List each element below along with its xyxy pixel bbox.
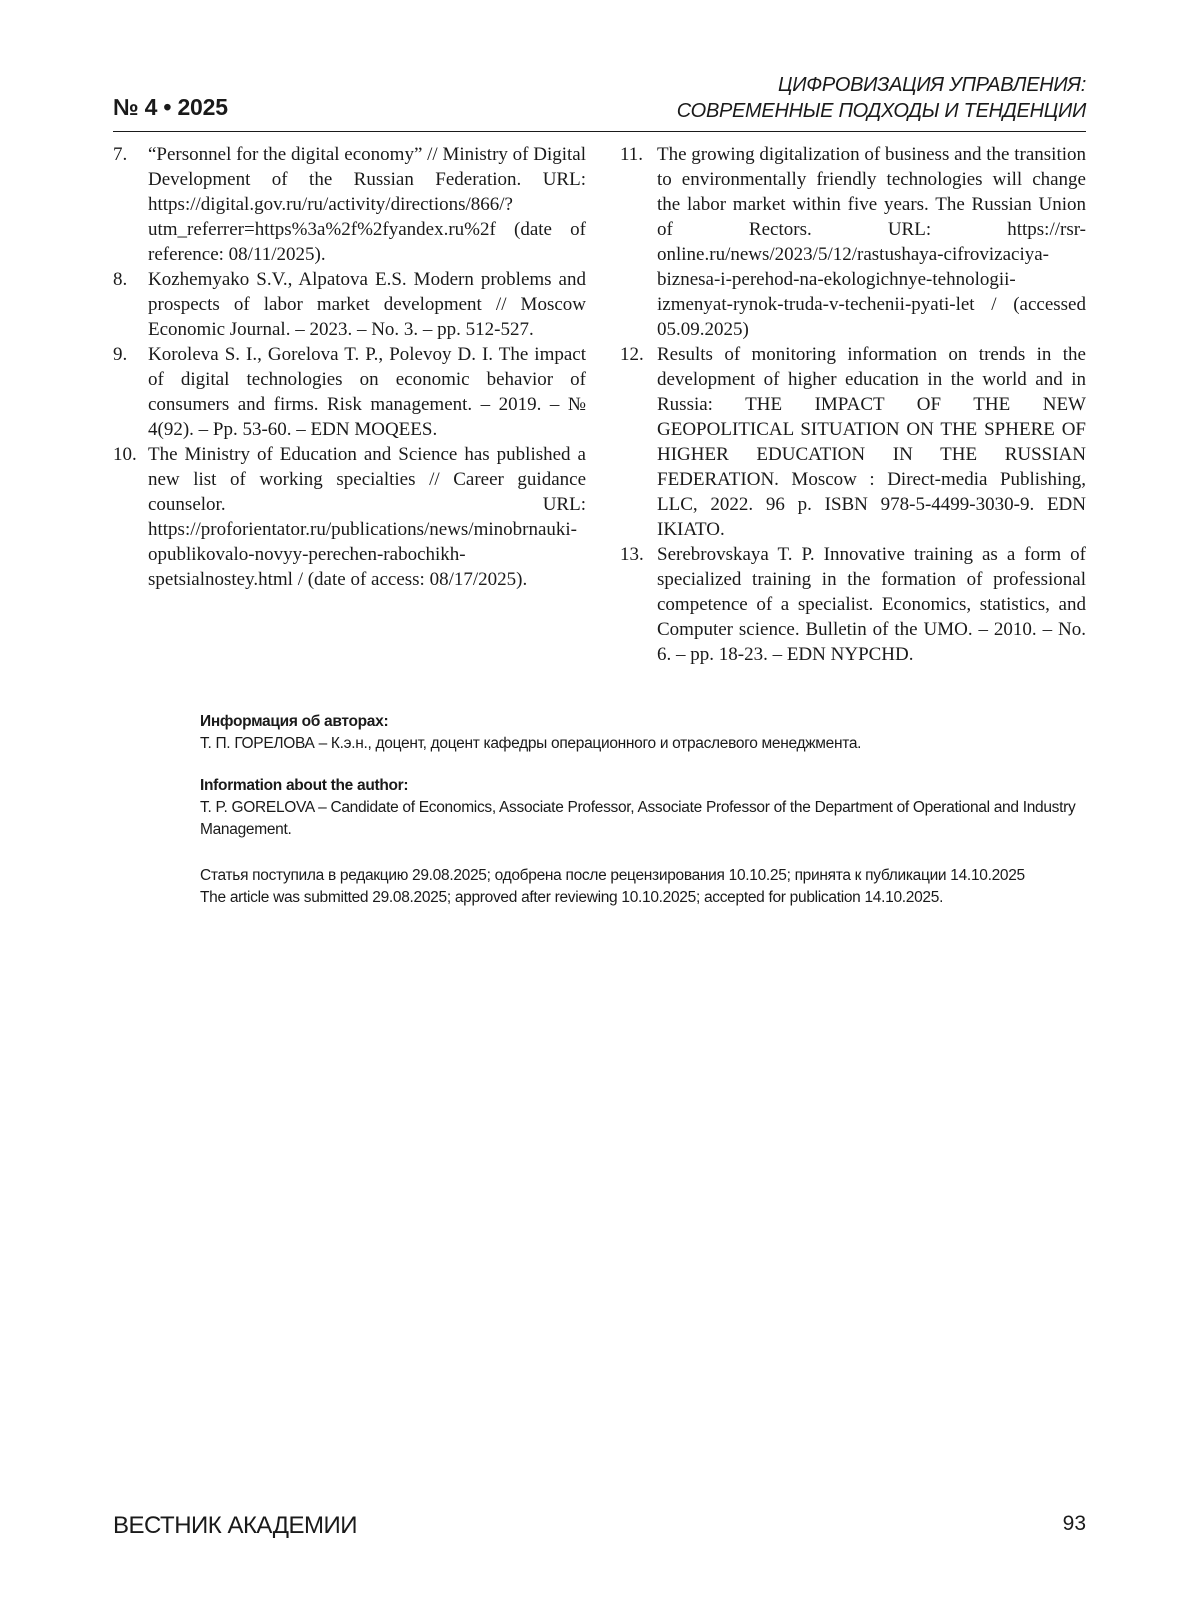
reference-text: Results of monitoring information on trends in the development of higher education in the world and in Russia: THE IMPACT OF THE NEW GEOPOLITICAL SITUATION ON THE SPHERE OF HIGHER EDUCATION IN THE RUSSIAN FEDERATION. Moscow : Direct-media Publishing, LLC, 2022. 96 p. ISBN 978-5-4499-3030-9. EDN IKIATO. xyxy=(657,344,1086,540)
reference-number: 10. xyxy=(113,444,137,465)
article-dates xyxy=(200,865,1086,909)
header-section-line2: СОВРЕМЕННЫЕ ПОДХОДЫ И ТЕНДЕНЦИИ xyxy=(676,100,1086,122)
header-section-line1: ЦИФРОВИЗАЦИЯ УПРАВЛЕНИЯ: xyxy=(777,74,1086,96)
reference-text: “Personnel for the digital economy” // Ministry of Digital Development of the Russian Federation. URL: https://digital.gov.ru/ru/activity/directions/866/?utm_referrer=https%3a%2f%2fyandex.ru%2f (date of reference: 08/11/2025). xyxy=(148,144,586,265)
author-info-en-text: T. P. GORELOVA – Candidate of Economics, Associate Professor, Associate Professor of the Department of Operational and Industry Management. xyxy=(200,799,1076,838)
reference-text: The Ministry of Education and Science has published a new list of working specialties // Career guidance counselor. URL: https://proforientator.ru/publications/news/minobrnauki-opublikovalo-novyy-perechen-rabochikh-spetsialnostey.html / (date of access: 08/17/2025). xyxy=(148,444,586,590)
author-info-en-title: Information about the author: xyxy=(200,777,409,794)
reference-number: 12. xyxy=(620,344,644,365)
reference-item xyxy=(620,342,1086,542)
author-info-ru xyxy=(200,711,1086,755)
reference-number: 11. xyxy=(620,144,644,165)
author-info-ru-text: Т. П. ГОРЕЛОВА – К.э.н., доцент, доцент кафедры операционного и отраслевого менеджмента. xyxy=(200,735,862,752)
reference-number: 7. xyxy=(113,144,128,165)
reference-item xyxy=(113,442,586,592)
reference-text: Koroleva S. I., Gorelova T. P., Polevoy D. I. The impact of digital technologies on economic behavior of consumers and firms. Risk management. – 2019. – № 4(92). – Pp. 53-60. – EDN MOQEES. xyxy=(148,344,586,440)
header-section-title xyxy=(677,72,1086,124)
references-left-column xyxy=(113,142,586,592)
header-issue: № 4 • 2025 xyxy=(113,94,228,120)
reference-item xyxy=(113,267,586,342)
article-dates-en: The article was submitted 29.08.2025; approved after reviewing 10.10.2025; accepted for publication 14.10.2025. xyxy=(200,889,944,906)
reference-number: 8. xyxy=(113,269,128,290)
reference-item xyxy=(113,142,586,267)
author-info-section xyxy=(200,711,1086,909)
references-right-column xyxy=(620,142,1086,667)
article-dates-ru: Статья поступила в редакцию 29.08.2025; одобрена после рецензирования 10.10.25; принята к публикации 14.10.2025 xyxy=(200,867,1025,884)
reference-number: 13. xyxy=(620,544,644,565)
header-rule xyxy=(113,131,1086,132)
author-info-ru-title: Информация об авторах: xyxy=(200,713,389,730)
reference-text: Kozhemyako S.V., Alpatova E.S. Modern problems and prospects of labor market development // Moscow Economic Journal. – 2023. – No. 3. – pp. 512-527. xyxy=(148,269,586,340)
reference-text: The growing digitalization of business and the transition to environmentally friendly technologies will change the labor market within five years. The Russian Union of Rectors. URL: https://rsr-online.ru/news/2023/5/12/rastushaya-cifrovizaciya-biznesa-i-perehod-na-ekologichnye-tehnologii-izmenyat-rynok-truda-v-techenii-pyati-let / (accessed 05.09.2025) xyxy=(657,144,1087,340)
author-info-en xyxy=(200,775,1086,841)
reference-item xyxy=(620,542,1086,667)
footer-page-number: 93 xyxy=(1062,1512,1086,1535)
reference-text: Serebrovskaya T. P. Innovative training as a form of specialized training in the formation of professional competence of a specialist. Economics, statistics, and Computer science. Bulletin of the UMO. – 2010. – No. 6. – pp. 18-23. – EDN NYPCHD. xyxy=(657,544,1086,665)
reference-item xyxy=(113,342,586,442)
reference-number: 9. xyxy=(113,344,128,365)
footer-journal-name: ВЕСТНИК АКАДЕМИИ xyxy=(113,1512,357,1539)
reference-item xyxy=(620,142,1086,342)
